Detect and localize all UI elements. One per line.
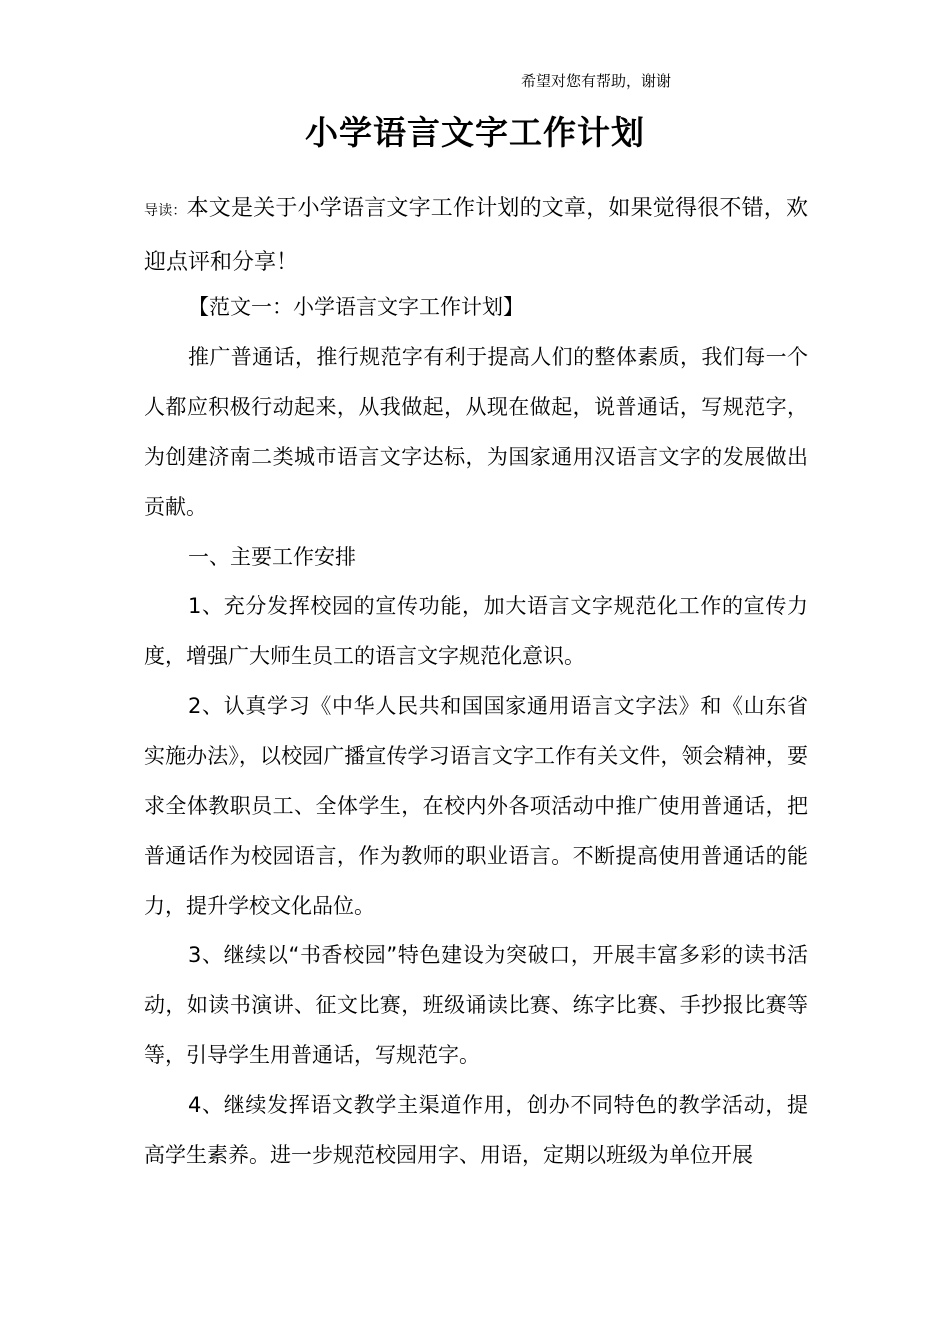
intro-label: 导读： xyxy=(144,203,187,219)
paragraph-item-1: 1、充分发挥校园的宣传功能，加大语言文字规范化工作的宣传力度，增强广大师生员工的语言文字规范化意识。 xyxy=(144,594,808,668)
document-title: 小学语言文字工作计划 xyxy=(305,113,645,152)
intro-paragraph xyxy=(144,183,808,288)
paragraph-item-4: 4、继续发挥语文教学主渠道作用，创办不同特色的教学活动，提高学生素养。进一步规范校园用字、用语，定期以班级为单位开展 xyxy=(144,1093,808,1167)
paragraph-heading-main-work: 一、主要工作安排 xyxy=(188,545,356,569)
header-note: 希望对您有帮助，谢谢 xyxy=(521,72,672,90)
section-title: 【范文一：小学语言文字工作计划】 xyxy=(188,295,524,319)
paragraph-item-3: 3、继续以“书香校园”特色建设为突破口，开展丰富多彩的读书活动，如读书演讲、征文比赛，班级诵读比赛、练字比赛、手抄报比赛等等，引导学生用普通话，写规范字。 xyxy=(144,943,808,1067)
paragraph-item-2: 2、认真学习《中华人民共和国国家通用语言文字法》和《山东省实施办法》，以校园广播宣传学习语言文字工作有关文件，领会精神，要求全体教职员工、全体学生，在校内外各项活动中推广使用普通话，把普通话作为校园语言，作为教师的职业语言。不断提高使用普通话的能力，提升学校文化品位。 xyxy=(144,694,808,918)
paragraph-1: 推广普通话，推行规范字有利于提高人们的整体素质，我们每一个人都应积极行动起来，从我做起，从现在做起，说普通话，写规范字，为创建济南二类城市语言文字达标，为国家通用汉语言文字的发展做出贡献。 xyxy=(144,345,808,519)
intro-text: 本文是关于小学语言文字工作计划的文章，如果觉得很不错，欢迎点评和分享！ xyxy=(144,196,808,275)
